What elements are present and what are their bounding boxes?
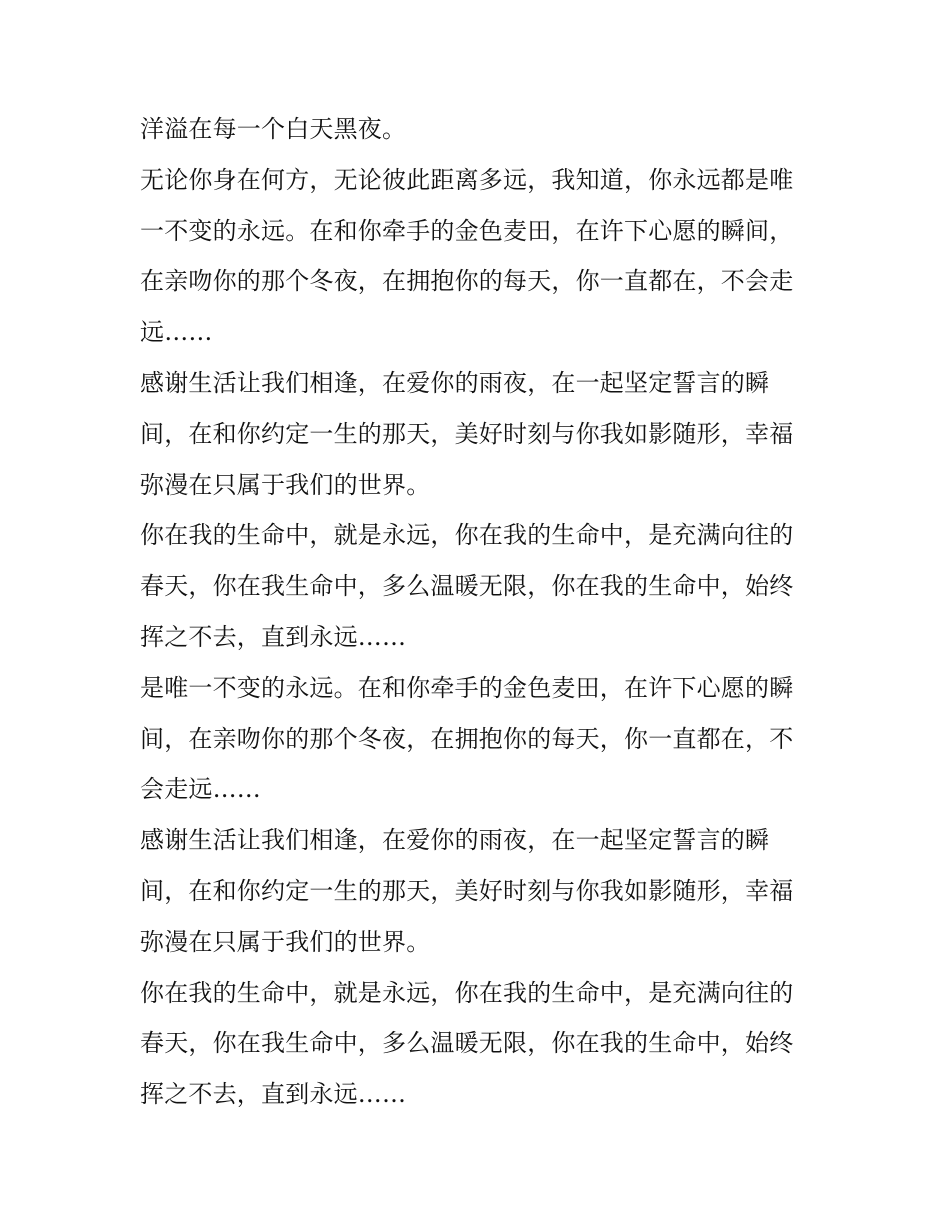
text-line: 会走远…… (140, 775, 261, 804)
text-line: 春天，你在我生命中，多么温暖无限，你在我的生命中，始终 (140, 572, 794, 601)
text-line: 一不变的永远。在和你牵手的金色麦田，在许下心愿的瞬间， (140, 216, 794, 245)
text-line: 春天，你在我生命中，多么温暖无限，你在我的生命中，始终 (140, 1029, 794, 1058)
text-line: 你在我的生命中，就是永远，你在我的生命中，是充满向往的 (140, 521, 794, 550)
text-line: 是唯一不变的永远。在和你牵手的金色麦田，在许下心愿的瞬 (140, 673, 794, 702)
text-line: 挥之不去，直到永远…… (140, 622, 407, 651)
text-line: 间，在亲吻你的那个冬夜，在拥抱你的每天，你一直都在，不 (140, 724, 794, 753)
document-body (140, 104, 820, 1120)
text-line: 弥漫在只属于我们的世界。 (140, 470, 431, 499)
text-line: 间，在和你约定一生的那天，美好时刻与你我如影随形，幸福 (140, 876, 794, 905)
text-line: 远…… (140, 318, 213, 347)
text-line: 感谢生活让我们相逢，在爱你的雨夜，在一起坚定誓言的瞬 (140, 368, 770, 397)
text-line: 感谢生活让我们相逢，在爱你的雨夜，在一起坚定誓言的瞬 (140, 826, 770, 855)
text-line: 挥之不去，直到永远…… (140, 1080, 407, 1109)
text-line: 在亲吻你的那个冬夜，在拥抱你的每天，你一直都在，不会走 (140, 267, 794, 296)
text-line: 无论你身在何方，无论彼此距离多远，我知道，你永远都是唯 (140, 165, 794, 194)
text-line: 洋溢在每一个白天黑夜。 (140, 115, 407, 143)
text-line: 你在我的生命中，就是永远，你在我的生命中，是充满向往的 (140, 978, 794, 1007)
text-line: 弥漫在只属于我们的世界。 (140, 927, 431, 956)
text-line: 间，在和你约定一生的那天，美好时刻与你我如影随形，幸福 (140, 419, 794, 448)
